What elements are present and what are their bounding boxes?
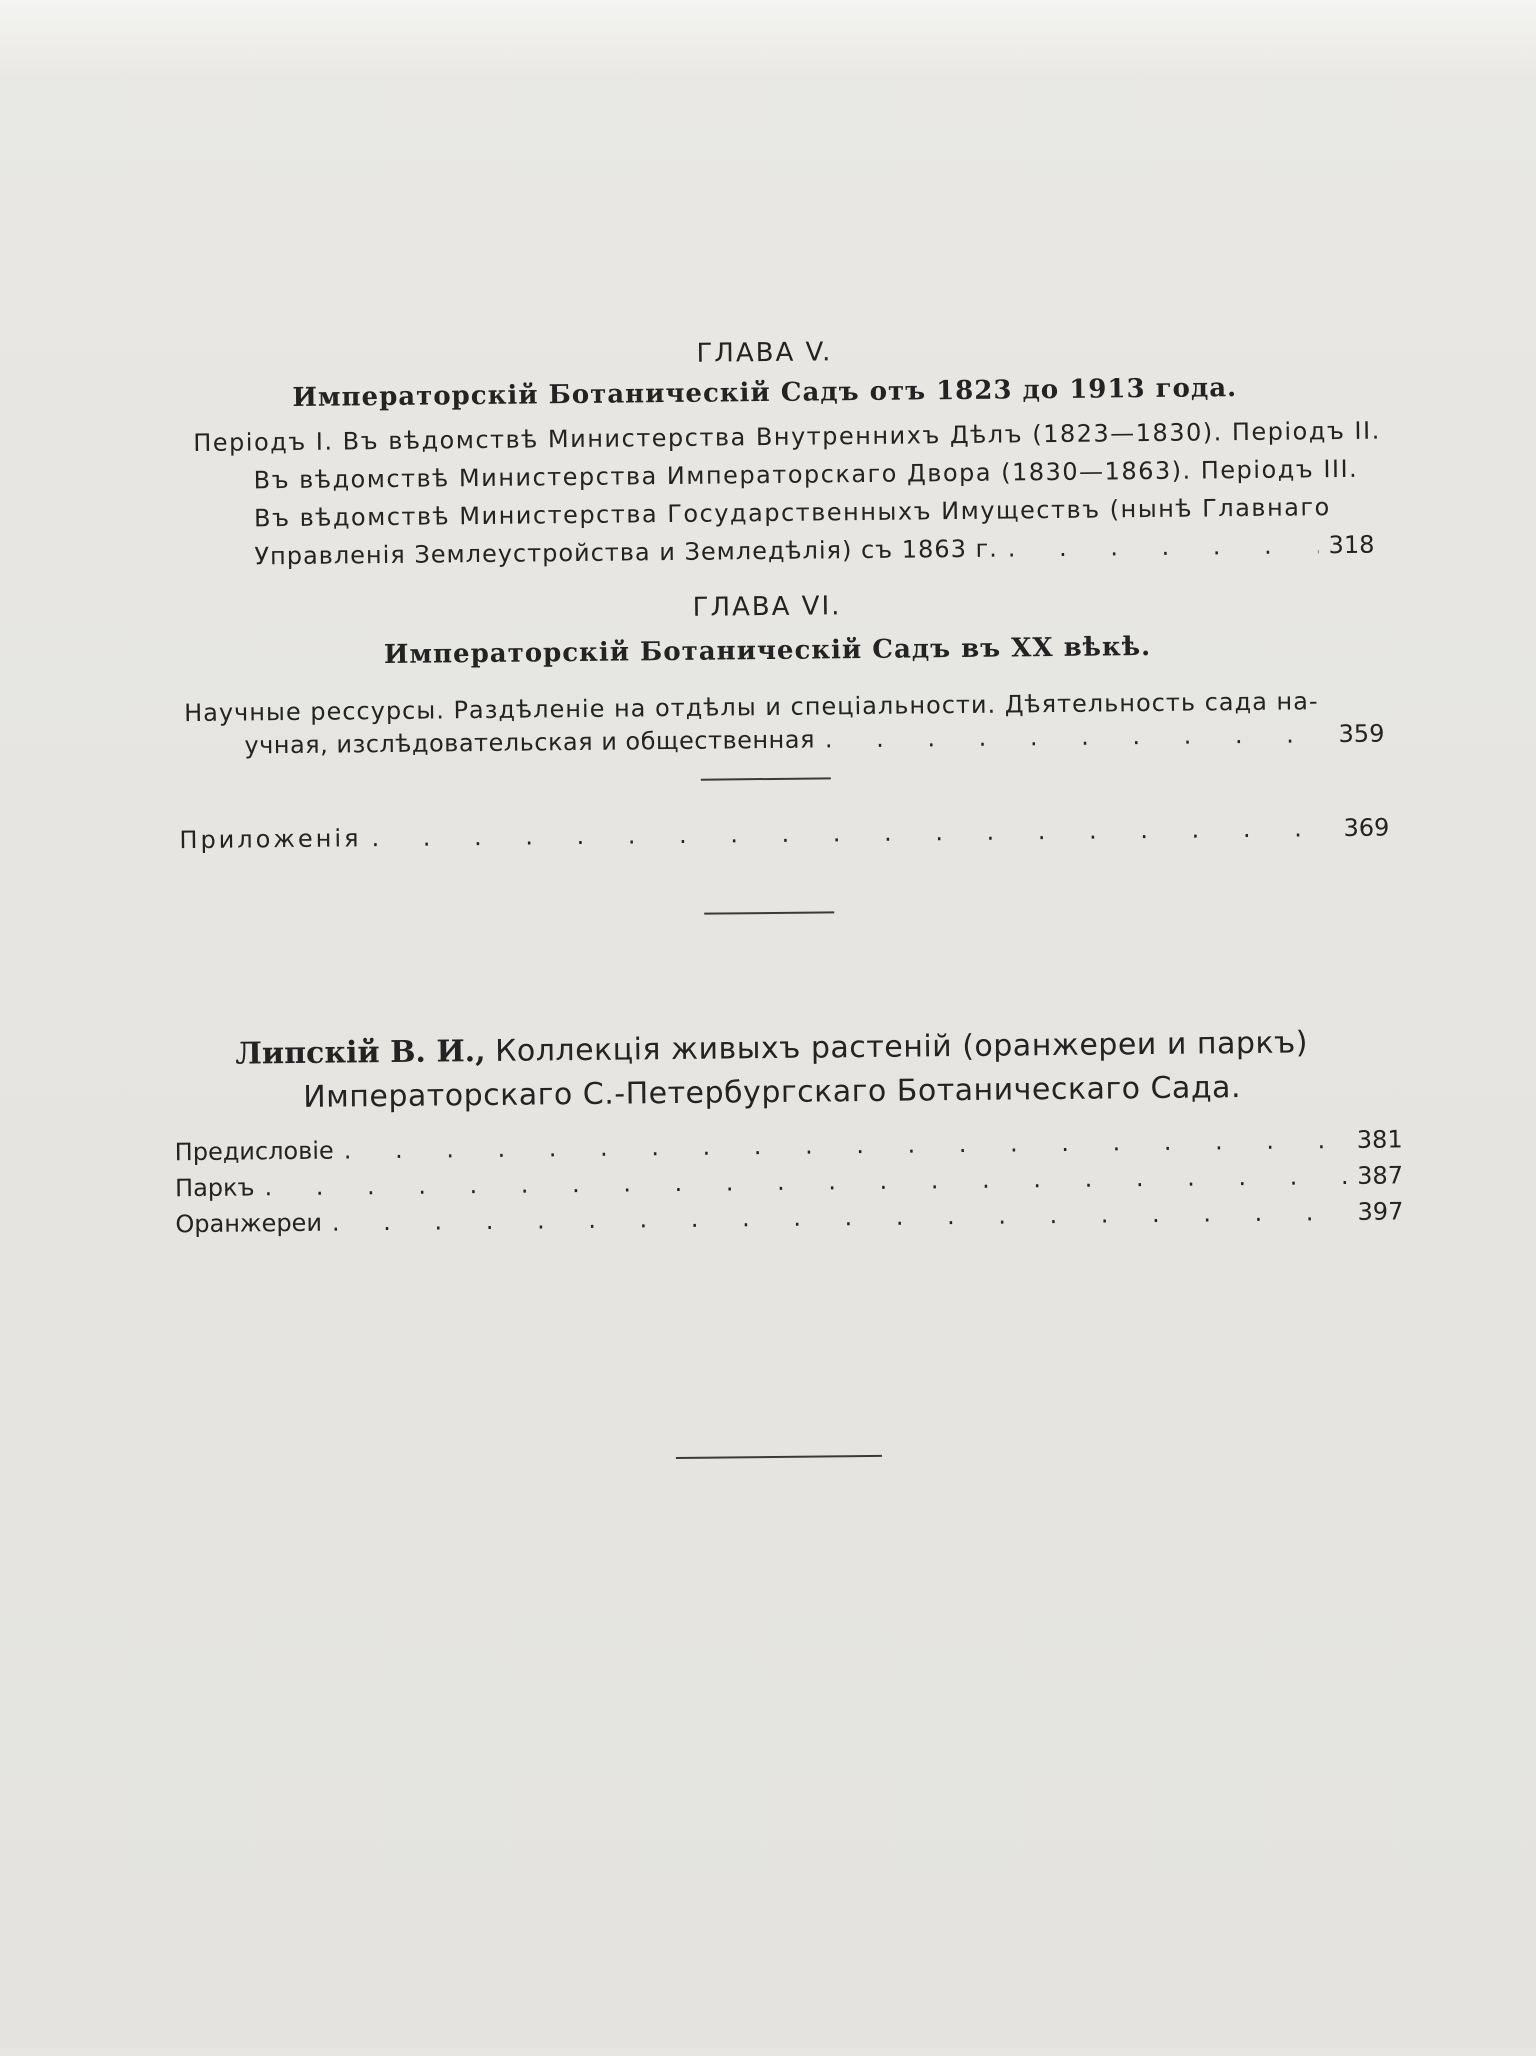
chapter-5-title: Императорскій Ботаническій Садъ отъ 1823 до 1913 года. <box>292 373 1238 413</box>
section-entry-page: 381 <box>1356 1125 1403 1154</box>
leader-dots <box>264 1162 1347 1201</box>
section-entry-2 <box>175 1161 1403 1202</box>
leader-dots <box>1008 531 1319 562</box>
chapter-6-line-2: учная, изслѣдовательская и общественная <box>244 725 816 760</box>
chapter-5-line-2: Въ вѣдомствѣ Министерства Императорскаго Двора (1830—1863). Періодъ III. <box>253 454 1359 495</box>
chapter-6-page: 359 <box>1338 719 1385 749</box>
chapter-5-page: 318 <box>1328 530 1375 560</box>
chapter-5-label: ГЛАВА V. <box>696 337 833 369</box>
section-title-2: Императорскаго С.-Петербургскаго Ботаническаго Сада. <box>303 1070 1242 1115</box>
leader-dots <box>371 814 1333 852</box>
end-divider <box>676 1455 882 1459</box>
chapter-6-line-1: Научные рессурсы. Раздѣленіе на отдѣлы и спеціальности. Дѣятельность сада на- <box>183 687 1319 728</box>
section-entry-label: Оранжереи <box>175 1208 323 1239</box>
appendix-label: Приложенія <box>179 824 362 855</box>
chapter-5-line-3: Въ вѣдомствѣ Министерства Государственныхъ Имуществъ (нынѣ Главнаго <box>253 493 1331 533</box>
appendix-entry <box>179 814 1389 855</box>
chapter-5-line-4: Управленія Землеустройства и Земледѣлія) съ 1863 г. <box>254 534 998 571</box>
section-entry-1 <box>175 1125 1403 1166</box>
section-entry-3 <box>175 1197 1403 1238</box>
chapter-6-label: ГЛАВА VI. <box>692 591 842 623</box>
section-entry-page: 397 <box>1357 1197 1404 1226</box>
appendix-page: 369 <box>1343 813 1390 842</box>
divider <box>704 911 834 914</box>
chapter-5-line-1: Періодъ I. Въ вѣдомствѣ Министерства Внутреннихъ Дѣлъ (1823—1830). Періодъ II. <box>193 416 1381 458</box>
section-entry-page: 387 <box>1357 1161 1404 1190</box>
divider <box>701 777 831 780</box>
section-title-1: Коллекція живыхъ растеній (оранжереи и паркъ) <box>494 1025 1309 1069</box>
section-author: Липскій В. И., <box>235 1033 486 1072</box>
section-entry-label: Паркъ <box>174 1173 255 1203</box>
leader-dots <box>332 1198 1348 1237</box>
chapter-6-title: Императорскій Ботаническій Садъ въ XX вѣкѣ. <box>383 631 1152 671</box>
leader-dots <box>825 720 1329 753</box>
leader-dots <box>344 1126 1347 1165</box>
section-entry-label: Предисловіе <box>174 1136 334 1167</box>
